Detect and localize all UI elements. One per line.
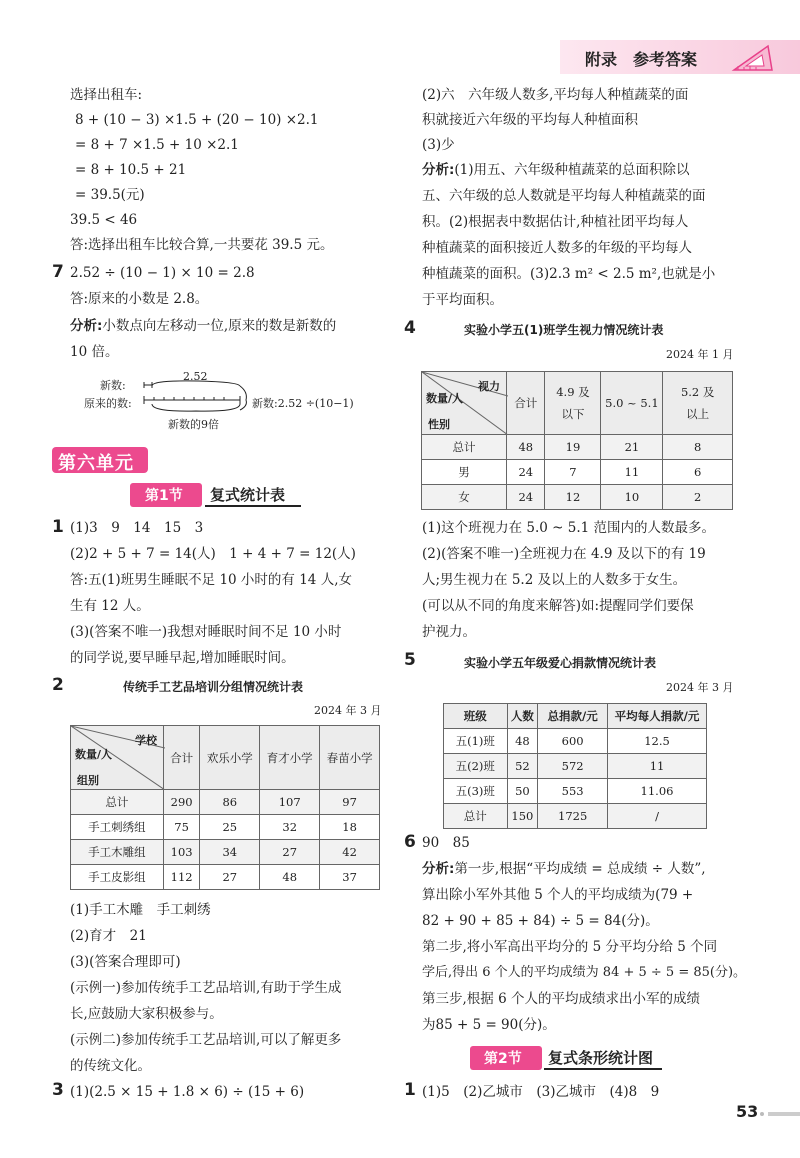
- text-line: (2)2 + 5 + 7 = 14(人) 1 + 4 + 7 = 12(人): [70, 546, 356, 562]
- text-line: (1)5 (2)乙城市 (3)乙城市 (4)8 9: [422, 1084, 660, 1100]
- diagram-value-label: 2.52: [183, 370, 208, 383]
- diag-bottom-label: 组别: [77, 774, 99, 787]
- table-row: [422, 485, 733, 510]
- text-line: 10 倍。: [70, 344, 119, 360]
- column-header: 人数: [507, 704, 538, 729]
- table-row: [444, 779, 707, 804]
- column-header-line: 4.9 及: [556, 385, 590, 399]
- question-number: 3: [52, 1080, 64, 1100]
- table-cell: 12: [545, 485, 601, 510]
- table-cell: 553: [538, 779, 608, 804]
- table-cell: 27: [260, 840, 320, 865]
- question-number: 1: [404, 1080, 416, 1100]
- text-line: 积。(2)根据表中数据估计,种植社团平均每人: [422, 214, 689, 230]
- section-tag-label: 第1节: [145, 488, 183, 504]
- analysis-text: (1)用五、六年级种植蔬菜的总面积除以: [454, 162, 690, 178]
- table-row: [71, 840, 380, 865]
- table-cell: 290: [163, 790, 200, 815]
- table-cell: 2: [663, 485, 733, 510]
- table-cell: 19: [545, 435, 601, 460]
- text-line: (3)少: [422, 137, 455, 153]
- text-line: 答:原来的小数是 2.8。: [70, 291, 209, 307]
- text-line: (1)3 9 14 15 3: [70, 520, 204, 536]
- diag-top-label: 视力: [478, 380, 500, 393]
- column-header: 总捐款/元: [538, 704, 608, 729]
- text-line: 答:五(1)班男生睡眠不足 10 小时的有 14 人,女: [70, 572, 352, 588]
- header-title: 附录 参考答案: [585, 50, 698, 69]
- section-tag-label: 第2节: [484, 1051, 522, 1067]
- diagram-formula: 新数:2.52 ÷(10−1): [252, 397, 354, 410]
- question-number: 6: [404, 832, 416, 852]
- text-line: 的同学说,要早睡早起,增加睡眠时间。: [70, 650, 295, 666]
- ruler-triangle-icon: [728, 40, 778, 74]
- vision-table: [421, 371, 733, 510]
- text-line: 的传统文化。: [70, 1058, 151, 1074]
- table-cell: 112: [163, 865, 200, 890]
- table-title: 实验小学五(1)班学生视力情况统计表: [464, 323, 664, 337]
- table-cell: 86: [200, 790, 260, 815]
- table-cell: 150: [507, 804, 538, 829]
- analysis-label: 分析:: [422, 162, 455, 178]
- table-row: [422, 460, 733, 485]
- analysis-label: 分析:: [70, 318, 103, 334]
- text-line: 生有 12 人。: [70, 598, 150, 614]
- text-line: 8 + (10 − 3) ×1.5 + (20 − 10) ×2.1: [75, 112, 319, 128]
- question-number: 7: [52, 262, 64, 282]
- column-header: [663, 372, 733, 435]
- analysis-line: [422, 162, 690, 179]
- table-cell: 总计: [444, 804, 508, 829]
- text-line: (2)育才 21: [70, 928, 147, 944]
- table-row: [444, 804, 707, 829]
- table-cell: 32: [260, 815, 320, 840]
- text-line: 2.52 ÷ (10 − 1) × 10 = 2.8: [70, 265, 255, 281]
- text-line: = 8 + 10.5 + 21: [75, 162, 187, 178]
- question-number: 5: [404, 650, 416, 670]
- table-row: [71, 865, 380, 890]
- column-header: 5.0 ~ 5.1: [601, 372, 663, 435]
- table-cell: 8: [663, 435, 733, 460]
- text-line: (3)(答案不唯一)我想对睡眠时间不足 10 小时: [70, 624, 342, 640]
- analysis-line: [422, 861, 706, 878]
- analysis-label: 分析:: [422, 861, 455, 877]
- table-header-row: [422, 372, 733, 435]
- column-header: 合计: [507, 372, 545, 435]
- brace-label: 新数的9倍: [168, 418, 219, 431]
- text-line: 于平均面积。: [422, 292, 503, 308]
- table-cell: 21: [601, 435, 663, 460]
- donation-table: [443, 703, 707, 829]
- text-line: 82 + 90 + 85 + 84) ÷ 5 = 84(分)。: [422, 913, 659, 929]
- page-number-dot: [760, 1112, 764, 1116]
- table-title: 传统手工艺品培训分组情况统计表: [123, 680, 304, 694]
- table-cell: 手工刺绣组: [71, 815, 164, 840]
- question-number: 4: [404, 318, 416, 338]
- analysis-text: 小数点向左移动一位,原来的数是新数的: [102, 318, 337, 334]
- column-header: 春苗小学: [320, 726, 380, 790]
- table-row: [444, 729, 707, 754]
- text-line: 选择出租车:: [70, 87, 143, 103]
- text-line: 第二步,将小军高出平均分的 5 分平均分给 5 个同: [422, 939, 718, 955]
- text-line: 种植蔬菜的面积接近人数多的年级的平均每人: [422, 240, 692, 256]
- column-header: 欢乐小学: [200, 726, 260, 790]
- table-cell: 48: [260, 865, 320, 890]
- table-cell: 7: [545, 460, 601, 485]
- table-cell: 24: [507, 460, 545, 485]
- column-header-line: 以上: [686, 407, 710, 421]
- question-number: 2: [52, 675, 64, 695]
- table-cell: 27: [200, 865, 260, 890]
- table-cell: 37: [320, 865, 380, 890]
- table-date: 2024 年 3 月: [666, 681, 734, 694]
- table-cell: 6: [663, 460, 733, 485]
- table-cell: 五(2)班: [444, 754, 508, 779]
- column-header-line: 以下: [561, 407, 585, 421]
- table-cell: 1725: [538, 804, 608, 829]
- section-title: 复式统计表: [210, 486, 286, 504]
- table-cell: 572: [538, 754, 608, 779]
- training-table: [70, 725, 380, 890]
- table-cell: 48: [507, 435, 545, 460]
- table-header-row: [444, 704, 707, 729]
- text-line: 护视力。: [422, 624, 476, 640]
- segment-lines: [138, 380, 258, 415]
- table-cell: 25: [200, 815, 260, 840]
- text-line: 算出除小军外其他 5 个人的平均成绩为(79 +: [422, 887, 694, 903]
- diagonal-header-cell: [71, 726, 164, 790]
- text-line: = 39.5(元): [75, 187, 145, 203]
- text-line: 长,应鼓励大家积极参与。: [70, 1006, 223, 1022]
- table-cell: 总计: [71, 790, 164, 815]
- table-cell: 48: [507, 729, 538, 754]
- text-line: (2)六 六年级人数多,平均每人种植蔬菜的面: [422, 87, 689, 103]
- table-cell: 34: [200, 840, 260, 865]
- column-header-line: 5.2 及: [680, 385, 715, 399]
- table-cell: 103: [163, 840, 200, 865]
- text-line: (1)这个班视力在 5.0 ~ 5.1 范围内的人数最多。: [422, 520, 716, 536]
- column-header: 班级: [444, 704, 508, 729]
- text-line: 第三步,根据 6 个人的平均成绩求出小军的成绩: [422, 991, 700, 1007]
- table-cell: 男: [422, 460, 507, 485]
- text-line: 积就接近六年级的平均每人种植面积: [422, 112, 638, 128]
- column-header: 育才小学: [260, 726, 320, 790]
- original-number-label: 原来的数:: [84, 397, 132, 410]
- table-title: 实验小学五年级爱心捐款情况统计表: [464, 656, 657, 670]
- text-line: 种植蔬菜的面积。(3)2.3 m² < 2.5 m²,也就是小: [422, 266, 716, 282]
- table-cell: 50: [507, 779, 538, 804]
- table-cell: 手工木雕组: [71, 840, 164, 865]
- diag-top-label: 学校: [135, 734, 157, 747]
- diag-bottom-label: 性别: [428, 418, 450, 431]
- text-line: 39.5 < 46: [70, 212, 138, 228]
- section-underline: [544, 1068, 662, 1070]
- table-cell: 75: [163, 815, 200, 840]
- table-cell: 11: [601, 460, 663, 485]
- column-header: 平均每人捐款/元: [608, 704, 707, 729]
- table-row: [422, 435, 733, 460]
- table-cell: 107: [260, 790, 320, 815]
- table-cell: 42: [320, 840, 380, 865]
- table-date: 2024 年 3 月: [314, 704, 382, 717]
- table-date: 2024 年 1 月: [666, 348, 734, 361]
- table-cell: 11.06: [608, 779, 707, 804]
- diag-mid-label: 数量/人: [426, 392, 464, 405]
- table-cell: /: [608, 804, 707, 829]
- text-line: (可以从不同的角度来解答)如:提醒同学们要保: [422, 598, 694, 614]
- analysis-line: [70, 318, 336, 335]
- analysis-text: 第一步,根据“平均成绩 = 总成绩 ÷ 人数”,: [454, 861, 706, 877]
- column-header: [545, 372, 601, 435]
- table-row: [71, 815, 380, 840]
- text-line: 90 85: [422, 835, 470, 851]
- text-line: 人;男生视力在 5.2 及以上的人数多于女生。: [422, 572, 687, 588]
- text-line: 学后,得出 6 个人的平均成绩为 84 + 5 ÷ 5 = 85(分)。: [422, 965, 747, 980]
- table-row: [444, 754, 707, 779]
- text-line: (1)(2.5 × 15 + 1.8 × 6) ÷ (15 + 6): [70, 1084, 305, 1100]
- page-number: 53: [736, 1102, 759, 1121]
- question-number: 1: [52, 517, 64, 537]
- table-cell: 600: [538, 729, 608, 754]
- table-cell: 五(1)班: [444, 729, 508, 754]
- unit-title: 第六单元: [58, 453, 134, 474]
- table-cell: 52: [507, 754, 538, 779]
- text-line: (1)手工木雕 手工刺绣: [70, 902, 211, 918]
- text-line: 五、六年级的总人数就是平均每人种植蔬菜的面: [422, 188, 706, 204]
- table-cell: 总计: [422, 435, 507, 460]
- diagonal-header-cell: [422, 372, 507, 435]
- table-header-row: [71, 726, 380, 790]
- page-number-bar: [768, 1112, 800, 1116]
- table-cell: 12.5: [608, 729, 707, 754]
- new-number-label: 新数:: [100, 379, 126, 392]
- table-cell: 18: [320, 815, 380, 840]
- text-line: (2)(答案不唯一)全班视力在 4.9 及以下的有 19: [422, 546, 706, 562]
- diag-mid-label: 数量/人: [75, 748, 113, 761]
- table-cell: 手工皮影组: [71, 865, 164, 890]
- text-line: 答:选择出租车比较合算,一共要花 39.5 元。: [70, 237, 334, 253]
- text-line: (示例一)参加传统手工艺品培训,有助于学生成: [70, 980, 342, 996]
- text-line: 为85 + 5 = 90(分)。: [422, 1017, 556, 1033]
- column-header: 合计: [163, 726, 200, 790]
- table-row: [71, 790, 380, 815]
- table-cell: 24: [507, 485, 545, 510]
- table-cell: 五(3)班: [444, 779, 508, 804]
- text-line: (3)(答案合理即可): [70, 954, 181, 970]
- table-cell: 97: [320, 790, 380, 815]
- text-line: (示例二)参加传统手工艺品培训,可以了解更多: [70, 1032, 342, 1048]
- table-cell: 10: [601, 485, 663, 510]
- section-title: 复式条形统计图: [548, 1049, 654, 1067]
- table-cell: 女: [422, 485, 507, 510]
- text-line: = 8 + 7 ×1.5 + 10 ×2.1: [75, 137, 239, 153]
- section-underline: [205, 505, 301, 507]
- table-cell: 11: [608, 754, 707, 779]
